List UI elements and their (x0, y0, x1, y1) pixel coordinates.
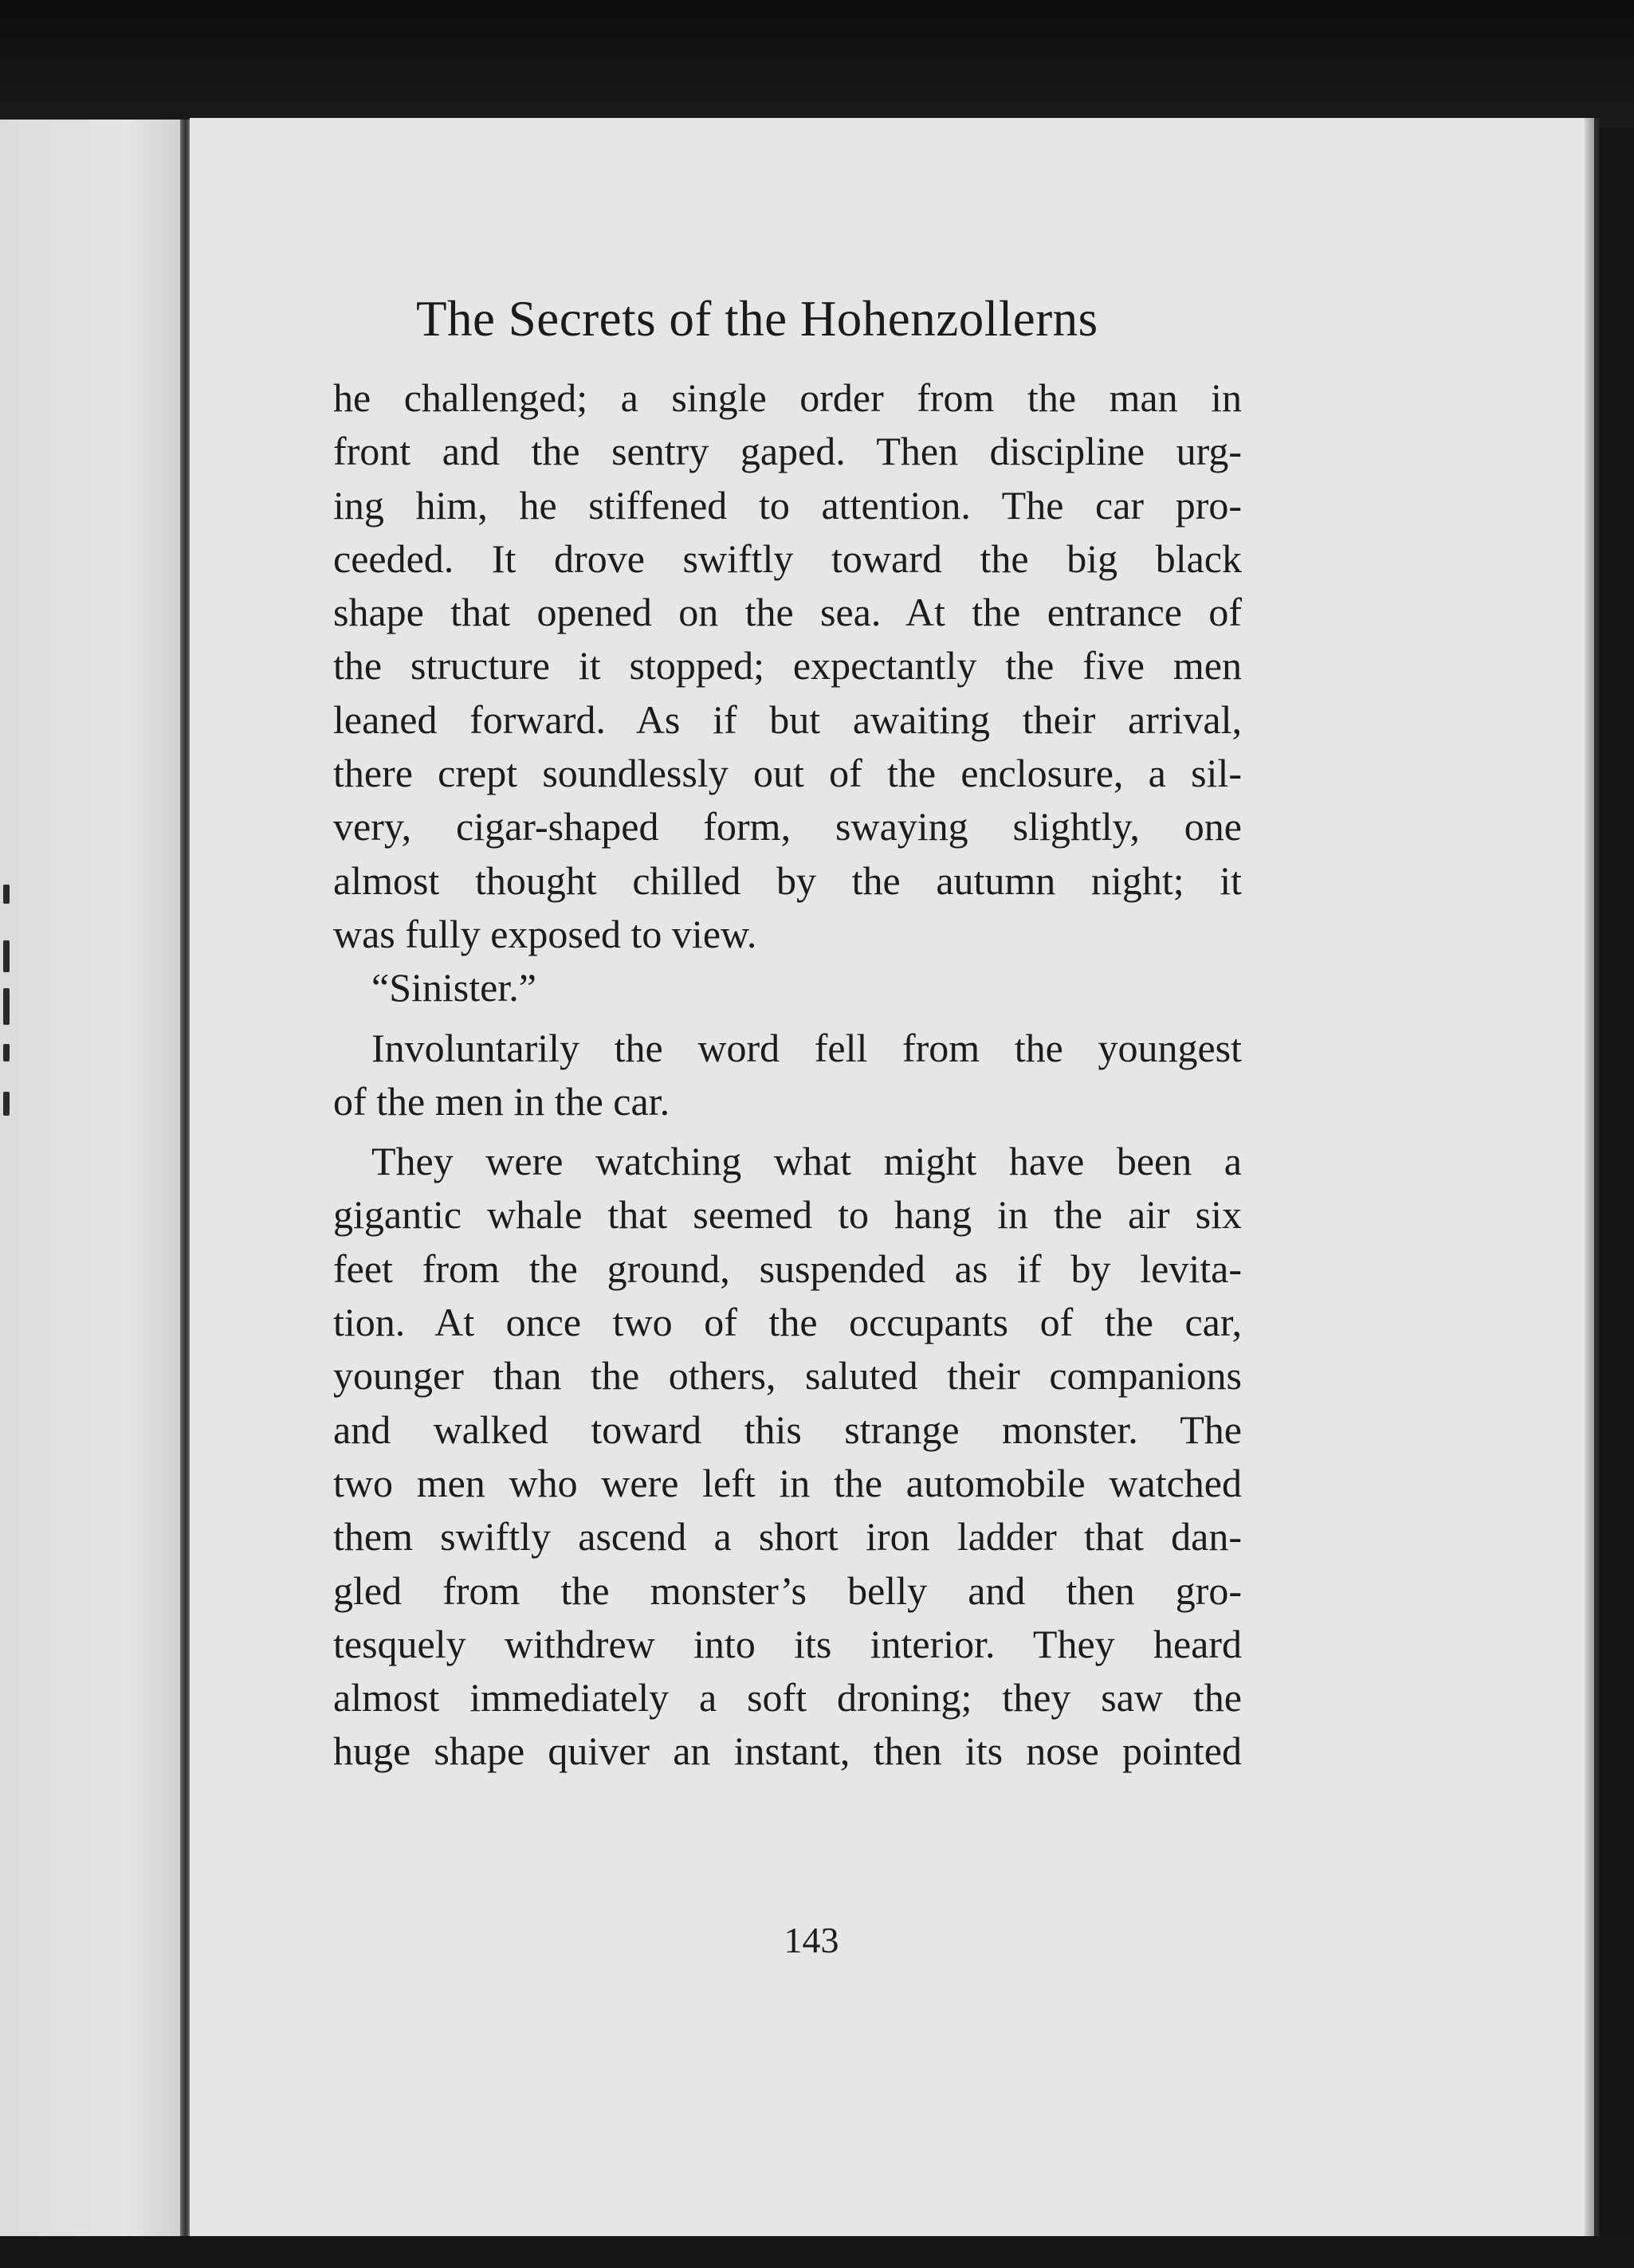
text-line: of the men in the car. (333, 1078, 670, 1124)
text-line: and walked toward this strange monster. The (333, 1407, 1242, 1452)
text-line: They were watching what might have been a (371, 1139, 1242, 1184)
text-line: them swiftly ascend a short iron ladder that dan- (333, 1514, 1242, 1560)
page-edge-shadow (1585, 118, 1594, 2238)
text-line: almost thought chilled by the autumn night; it (333, 857, 1242, 903)
text-line: there crept soundlessly out of the enclosure, a sil- (333, 751, 1242, 796)
text-line: two men who were left in the automobile watched (333, 1460, 1242, 1505)
text-line: the structure it stopped; expectantly the five men (333, 643, 1242, 689)
body-text (333, 371, 1242, 1779)
facing-page-edge (0, 120, 185, 2239)
text-line: “Sinister.” (371, 965, 536, 1010)
text-line: leaned forward. As if but awaiting their arrival, (333, 696, 1242, 742)
text-line: ing him, he stiffened to attention. The car pro- (333, 482, 1242, 528)
scan-background-top (0, 0, 1634, 128)
text-line: younger than the others, saluted their companions (333, 1353, 1242, 1399)
text-line: tesquely withdrew into its interior. They heard (333, 1621, 1242, 1666)
text-line: almost immediately a soft droning; they saw the (333, 1675, 1242, 1721)
text-line: gled from the monster’s belly and then gro- (333, 1568, 1242, 1613)
text-line: very, cigar-shaped form, swaying slightly, one (333, 804, 1242, 850)
text-line: front and the sentry gaped. Then discipline urg- (333, 429, 1242, 474)
page-number: 143 (784, 1920, 839, 1960)
text-line: ceeded. It drove swiftly toward the big black (333, 536, 1242, 581)
text-line: feet from the ground, suspended as if by levita- (333, 1246, 1242, 1291)
text-line: he challenged; a single order from the man in (333, 375, 1242, 420)
scan-background-bottom (0, 2236, 1634, 2268)
text-line: Involuntarily the word fell from the youngest (371, 1025, 1242, 1070)
text-line: gigantic whale that seemed to hang in the air six (333, 1192, 1242, 1238)
text-line: was fully exposed to view. (333, 911, 757, 956)
text-line: huge shape quiver an instant, then its nose pointed (333, 1728, 1242, 1774)
facing-page-marks (0, 885, 14, 1171)
text-line: shape that opened on the sea. At the entrance of (333, 590, 1242, 635)
text-line: tion. At once two of the occupants of the car, (333, 1300, 1242, 1345)
running-head: The Secrets of the Hohenzollerns (416, 291, 1098, 347)
book-page (190, 118, 1599, 2238)
